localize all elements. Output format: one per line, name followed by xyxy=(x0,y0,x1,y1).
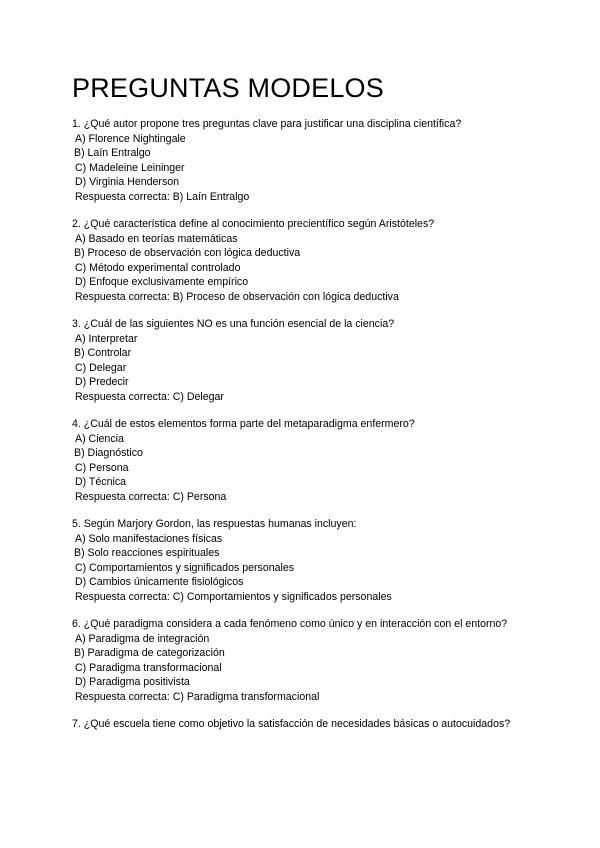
option-d: D) Paradigma positivista xyxy=(75,676,190,688)
option-a: A) Ciencia xyxy=(75,432,124,445)
correct-answer: Respuesta correcta: C) Persona xyxy=(75,490,227,503)
option-c: C) Método experimental controlado xyxy=(75,261,241,274)
question-text: 7. ¿Qué escuela tiene como objetivo la satisfacción de necesidades básicas o autocuidados? xyxy=(72,718,511,730)
correct-answer: Respuesta correcta: C) Paradigma transformacional xyxy=(75,690,320,703)
page-title: PREGUNTAS MODELOS xyxy=(72,73,384,103)
option-c: C) Delegar xyxy=(75,361,127,374)
option-c: C) Madeleine Leininger xyxy=(75,161,185,174)
question-text: 3. ¿Cuál de las siguientes NO es una función esencial de la ciencia? xyxy=(72,318,395,330)
option-a: A) Florence Nightingale xyxy=(75,132,186,145)
option-d: D) Predecir xyxy=(75,376,129,388)
option-b: B) Solo reacciones espirituales xyxy=(74,547,220,559)
option-a: A) Solo manifestaciones físicas xyxy=(75,532,223,545)
question-list xyxy=(72,117,542,745)
question-5 xyxy=(72,517,542,604)
correct-answer: Respuesta correcta: B) Proceso de observación con lógica deductiva xyxy=(75,290,399,303)
question-3 xyxy=(72,317,542,404)
option-b: B) Paradigma de categorización xyxy=(74,647,225,659)
option-b: B) Diagnóstico xyxy=(74,447,143,459)
option-a: A) Paradigma de integración xyxy=(75,632,210,645)
question-1 xyxy=(72,117,542,204)
option-b: B) Laín Entralgo xyxy=(74,147,151,159)
correct-answer: Respuesta correcta: C) Delegar xyxy=(75,390,224,403)
option-d: D) Virginia Henderson xyxy=(75,176,180,188)
question-7 xyxy=(72,717,542,732)
question-text: 4. ¿Cuál de estos elementos forma parte del metaparadigma enfermero? xyxy=(72,418,415,430)
question-text: 6. ¿Qué paradigma considera a cada fenómeno como único y en interacción con el entorno? xyxy=(72,618,508,630)
question-6 xyxy=(72,617,542,704)
option-c: C) Persona xyxy=(75,461,129,474)
question-text: 2. ¿Qué característica define al conocimiento precientífico según Aristóteles? xyxy=(72,218,435,230)
option-a: A) Basado en teorías matemáticas xyxy=(75,232,238,245)
option-c: C) Paradigma transformacional xyxy=(75,661,222,674)
question-text: 5. Según Marjory Gordon, las respuestas humanas incluyen: xyxy=(72,518,357,530)
correct-answer: Respuesta correcta: C) Comportamientos y significados personales xyxy=(75,590,392,603)
option-a: A) Interpretar xyxy=(75,332,138,345)
option-d: D) Enfoque exclusivamente empírico xyxy=(75,276,249,288)
option-b: B) Controlar xyxy=(74,347,132,359)
option-b: B) Proceso de observación con lógica deductiva xyxy=(74,247,301,259)
question-text: 1. ¿Qué autor propone tres preguntas clave para justificar una disciplina científica? xyxy=(72,118,462,130)
option-c: C) Comportamientos y significados personales xyxy=(75,561,295,574)
option-d: D) Técnica xyxy=(75,476,127,488)
correct-answer: Respuesta correcta: B) Laín Entralgo xyxy=(75,190,250,203)
question-4 xyxy=(72,417,542,504)
option-d: D) Cambios únicamente fisiológicos xyxy=(75,576,244,588)
question-2 xyxy=(72,217,542,304)
